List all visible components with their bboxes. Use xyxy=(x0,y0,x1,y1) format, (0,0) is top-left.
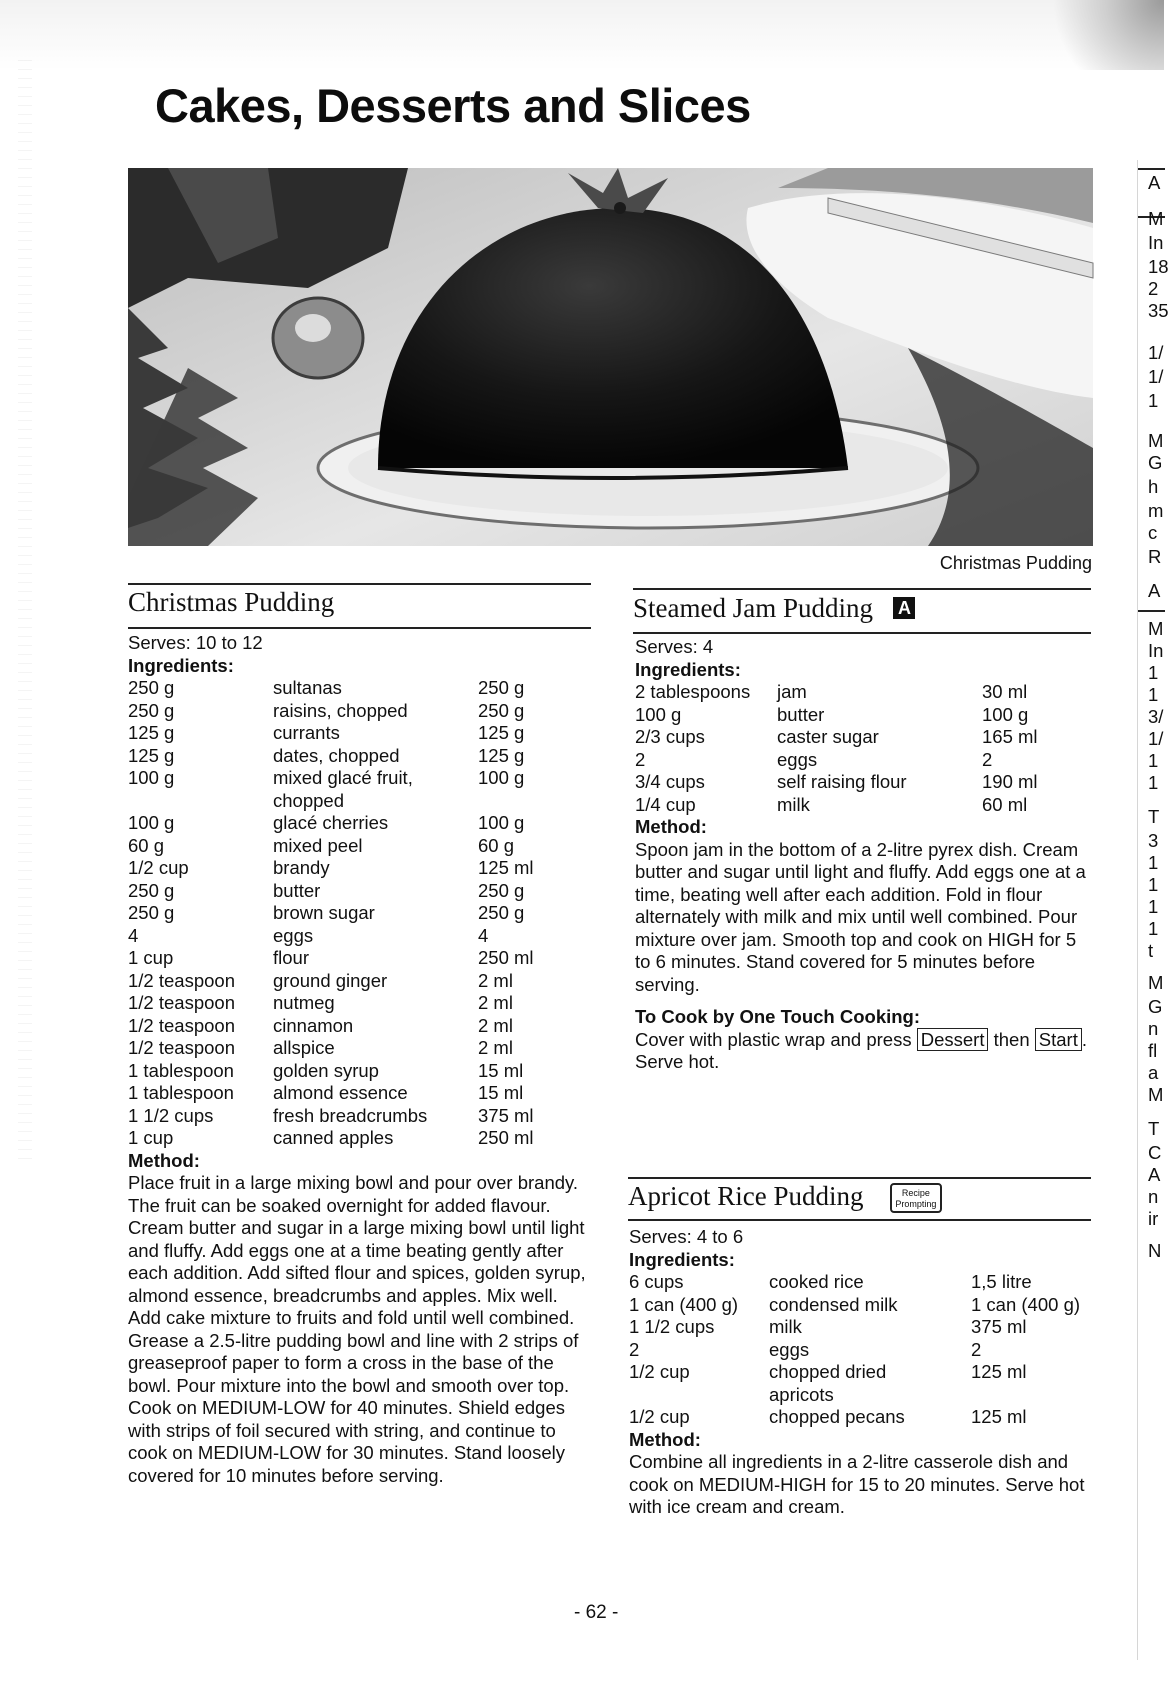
ingredient-item: brandy xyxy=(273,857,330,878)
next-page-fragment: M xyxy=(1148,208,1164,229)
ingredient-row xyxy=(128,767,534,790)
one-touch-pre: Cover with plastic wrap and press xyxy=(635,1028,917,1050)
ingredient-metric: 2 ml xyxy=(478,969,513,991)
ingredient-qty: 60 g xyxy=(128,834,165,856)
ingredient-qty: 250 g xyxy=(128,879,175,901)
next-page-fragment: G xyxy=(1148,452,1163,473)
ingredient-item: brown sugar xyxy=(273,902,375,923)
ingredient-row xyxy=(629,1339,1080,1362)
next-page-fragment: 1/ xyxy=(1148,366,1164,387)
ingredient-item: condensed milk xyxy=(769,1293,898,1315)
ingredient-item: cooked rice xyxy=(769,1271,864,1292)
ingredient-qty: 6 cups xyxy=(629,1271,684,1292)
one-touch-label: To Cook by One Touch Cooking: xyxy=(635,1006,921,1027)
next-page-fragment: In xyxy=(1148,232,1164,253)
ingredient-qty: 250 g xyxy=(128,699,175,721)
ingredient-item: nutmeg xyxy=(273,992,335,1013)
ingredient-metric: 30 ml xyxy=(982,681,1028,702)
next-page-fragment: T xyxy=(1148,1118,1160,1139)
next-page-fragment: A xyxy=(1148,172,1161,193)
ingredient-row xyxy=(629,1406,1080,1429)
ingredient-metric: 2 ml xyxy=(478,1014,513,1036)
method-label: Method: xyxy=(128,1149,200,1171)
ingredients-table xyxy=(128,677,534,1150)
ingredient-row xyxy=(128,700,534,723)
ingredient-qty: 250 g xyxy=(128,902,175,923)
ingredient-metric xyxy=(478,790,534,813)
apricot-rice-pudding-body xyxy=(629,1226,1091,1519)
method-text: Place fruit in a large mixing bowl and pour over brandy. The fruit can be soaked overnight for added flavour. Cream butter and sugar in a large mixing bowl until light and fluffy. Add eggs one at a time beating gently after each addition. Add sifted flour and spices, golden syrup, almond essence, breadcrumbs and apples. Mix well. Add cake mixture to fruits and fold until well combined. Grease a 2.5-litre pudding bowl and line with 2 strips of greaseproof paper to form a cross in the base of the bowl. Pour mixture into the bowl and smooth over top. Cook on MEDIUM-LOW for 40 minutes. Shield edges with strips of foil secured with string, and continue to cook on MEDIUM-LOW for 30 minutes. Stand loosely covered for 10 minutes before serving. xyxy=(128,1172,586,1486)
next-page-fragment: C xyxy=(1148,1142,1162,1163)
next-page-fragment: m xyxy=(1148,500,1164,521)
ingredient-metric: 125 ml xyxy=(971,1406,1027,1427)
ingredient-item: almond essence xyxy=(273,1082,408,1103)
scan-shadow-corner xyxy=(1034,0,1164,70)
next-page-fragment: 1 xyxy=(1148,896,1159,917)
ingredient-metric: 1,5 litre xyxy=(971,1271,1032,1292)
ingredient-qty: 100 g xyxy=(128,767,175,788)
next-page-fragment: 1 xyxy=(1148,918,1159,939)
ingredient-row xyxy=(128,1060,534,1083)
ingredient-metric: 2 ml xyxy=(478,1037,513,1058)
ingredient-item: chopped dried xyxy=(769,1361,887,1382)
ingredients-label: Ingredients: xyxy=(635,658,741,680)
dessert-key: Dessert xyxy=(917,1028,989,1051)
ingredient-metric: 15 ml xyxy=(478,1059,524,1081)
next-page-fragment: 1/ xyxy=(1148,342,1164,363)
ingredient-item: allspice xyxy=(273,1037,335,1058)
next-page-fragment: M xyxy=(1148,972,1164,993)
next-page-fragment: c xyxy=(1148,522,1158,543)
ingredient-metric: 250 g xyxy=(478,879,525,901)
ingredient-qty: 2 xyxy=(629,1338,640,1360)
ingredient-metric: 375 ml xyxy=(478,1104,534,1126)
steamed-jam-pudding-header xyxy=(633,588,1091,634)
next-page-fragment: R xyxy=(1148,546,1162,567)
ingredient-metric: 125 g xyxy=(478,722,525,743)
one-touch-text xyxy=(635,1029,1091,1074)
ingredient-row xyxy=(629,1294,1080,1317)
ingredients-table xyxy=(629,1271,1080,1429)
method-text: Combine all ingredients in a 2-litre casserole dish and cook on MEDIUM-HIGH for 15 to 20 minutes. Serve hot with ice cream and cream. xyxy=(629,1451,1085,1517)
next-page-fragment: fl xyxy=(1148,1040,1158,1061)
ingredient-item: butter xyxy=(273,879,321,901)
next-page-fragment: 1 xyxy=(1148,684,1159,705)
ingredient-qty: 1 1/2 cups xyxy=(629,1316,715,1337)
ingredient-row xyxy=(128,1015,534,1038)
ingredient-row xyxy=(128,677,534,700)
christmas-pudding-body xyxy=(128,632,593,1487)
ingredient-metric: 125 ml xyxy=(971,1361,1027,1382)
page-title: Cakes, Desserts and Slices xyxy=(155,79,751,132)
ingredient-row xyxy=(128,835,534,858)
ingredient-qty xyxy=(629,1384,769,1407)
next-page-fragment: 1 xyxy=(1148,772,1159,793)
next-page-fragment: 1 xyxy=(1148,750,1159,771)
next-page-fragment: h xyxy=(1148,476,1159,497)
next-page-fragment: 35 xyxy=(1148,300,1169,321)
microwave-a-badge: A xyxy=(893,597,915,619)
ingredient-qty: 1/2 teaspoon xyxy=(128,992,235,1013)
ingredient-qty: 1/2 cup xyxy=(128,857,189,878)
serves-line: Serves: 10 to 12 xyxy=(128,632,263,653)
christmas-pudding-title: Christmas Pudding xyxy=(128,587,335,617)
ingredients-table xyxy=(635,681,1038,816)
ingredient-metric: 60 g xyxy=(478,834,515,856)
ingredients-label: Ingredients: xyxy=(629,1248,735,1270)
christmas-pudding-photo xyxy=(128,168,1093,546)
next-page-fragment: 3 xyxy=(1148,830,1159,851)
ingredient-row xyxy=(128,925,534,948)
ingredient-qty: 100 g xyxy=(635,703,682,725)
serves-line: Serves: 4 xyxy=(635,636,714,657)
ingredient-metric: 2 xyxy=(971,1338,982,1360)
ingredient-qty: 2 xyxy=(635,748,646,770)
ingredient-row xyxy=(128,745,534,768)
ingredient-row xyxy=(635,749,1038,772)
ingredient-row xyxy=(128,1127,534,1150)
next-page-rule xyxy=(1138,610,1165,612)
start-key: Start xyxy=(1035,1028,1082,1051)
ingredient-metric: 250 ml xyxy=(478,947,534,968)
next-page-fragment: In xyxy=(1148,640,1164,661)
next-page-fragment: 3/ xyxy=(1148,706,1164,727)
next-page-fragment: M xyxy=(1148,430,1164,451)
ingredient-item: canned apples xyxy=(273,1127,394,1148)
ingredient-metric: 250 g xyxy=(478,677,525,698)
ingredient-metric: 100 g xyxy=(478,812,525,833)
ingredient-qty: 1/4 cup xyxy=(635,793,696,815)
ingredient-item: jam xyxy=(777,681,807,702)
next-page-fragment: t xyxy=(1148,940,1154,961)
ingredient-item: eggs xyxy=(777,748,818,770)
ingredient-item: caster sugar xyxy=(777,726,879,747)
ingredient-qty: 1/2 teaspoon xyxy=(128,969,235,991)
steamed-jam-pudding-body xyxy=(635,636,1091,1074)
next-page-fragment: n xyxy=(1148,1186,1159,1207)
ingredient-metric: 125 ml xyxy=(478,857,534,878)
ingredient-item: mixed glacé fruit, xyxy=(273,767,413,788)
one-touch-mid: then xyxy=(988,1028,1035,1050)
ingredient-metric: 375 ml xyxy=(971,1316,1027,1337)
next-page-fragment: 2 xyxy=(1148,278,1159,299)
ingredient-item: butter xyxy=(777,703,825,725)
next-page-fragment: ir xyxy=(1148,1208,1159,1229)
ingredient-qty: 3/4 cups xyxy=(635,771,705,792)
christmas-pudding-header xyxy=(128,583,591,629)
ingredient-item: ground ginger xyxy=(273,969,388,991)
ingredient-row xyxy=(128,857,534,880)
ingredient-row xyxy=(629,1316,1080,1339)
ingredient-metric xyxy=(971,1384,1080,1407)
ingredient-row xyxy=(128,880,534,903)
ingredient-row xyxy=(629,1271,1080,1294)
ingredient-qty: 2/3 cups xyxy=(635,726,705,747)
next-page-fragment: N xyxy=(1148,1240,1162,1261)
photo-caption: Christmas Pudding xyxy=(939,553,1092,573)
ingredient-item: glacé cherries xyxy=(273,812,389,833)
ingredient-qty: 1 cup xyxy=(128,947,174,968)
scan-margin-noise xyxy=(18,60,32,1160)
method-label: Method: xyxy=(635,816,707,837)
ingredient-row xyxy=(635,726,1038,749)
ingredient-qty: 1/2 cup xyxy=(629,1406,690,1427)
ingredient-metric: 250 g xyxy=(478,699,525,721)
ingredient-qty: 1/2 teaspoon xyxy=(128,1014,235,1036)
ingredient-metric: 60 ml xyxy=(982,793,1028,815)
next-page-fragment: A xyxy=(1148,580,1161,601)
ingredient-row xyxy=(635,771,1038,794)
ingredient-row xyxy=(629,1361,1080,1384)
next-page-fragment: A xyxy=(1148,1164,1161,1185)
ingredient-item: chopped xyxy=(273,789,344,811)
ingredient-item: fresh breadcrumbs xyxy=(273,1104,428,1126)
ingredient-metric: 250 ml xyxy=(478,1127,534,1148)
ingredient-qty: 250 g xyxy=(128,677,175,698)
ingredient-row xyxy=(128,1037,534,1060)
ingredient-qty: 100 g xyxy=(128,812,175,833)
ingredient-metric: 4 xyxy=(478,924,489,946)
ingredient-item: milk xyxy=(769,1316,802,1337)
ingredient-item: dates, chopped xyxy=(273,744,400,766)
ingredient-row xyxy=(128,902,534,925)
ingredients-label: Ingredients: xyxy=(128,654,234,676)
apricot-rice-pudding-title: Apricot Rice Pudding xyxy=(628,1181,864,1211)
ingredient-row xyxy=(128,947,534,970)
ingredient-metric: 165 ml xyxy=(982,726,1038,747)
next-page-fragment: M xyxy=(1148,1084,1164,1105)
ingredient-item: apricots xyxy=(769,1383,834,1405)
ingredient-qty: 1 cup xyxy=(128,1127,174,1148)
ingredient-metric: 190 ml xyxy=(982,771,1038,792)
ingredient-row xyxy=(128,992,534,1015)
ingredient-qty: 1 tablespoon xyxy=(128,1059,234,1081)
next-page-fragment: 1 xyxy=(1148,852,1159,873)
ingredient-metric: 2 ml xyxy=(478,992,513,1013)
next-page-fragment: T xyxy=(1148,806,1160,827)
ingredient-row xyxy=(635,681,1038,704)
ingredient-row xyxy=(629,1384,1080,1407)
badge-line-2: Prompting xyxy=(895,1199,937,1209)
ingredient-row xyxy=(128,970,534,993)
ingredient-qty: 4 xyxy=(128,924,139,946)
next-page-fragment: 1 xyxy=(1148,390,1159,411)
ingredient-item: sultanas xyxy=(273,677,342,698)
ingredient-row xyxy=(128,790,534,813)
next-page-fragment: G xyxy=(1148,996,1163,1017)
ingredient-item: currants xyxy=(273,722,340,743)
ingredient-metric: 250 g xyxy=(478,902,525,923)
ingredient-qty: 1 tablespoon xyxy=(128,1082,234,1103)
ingredient-qty: 2 tablespoons xyxy=(635,681,751,702)
ingredient-item: mixed peel xyxy=(273,834,363,856)
ingredient-qty: 1/2 teaspoon xyxy=(128,1037,235,1058)
ingredient-metric: 125 g xyxy=(478,744,525,766)
ingredient-item: milk xyxy=(777,793,810,815)
scan-shadow-top xyxy=(0,0,1164,70)
one-touch-post: . Serve hot. xyxy=(635,1028,1087,1072)
next-page-fragment: 1/ xyxy=(1148,728,1164,749)
ingredient-item: flour xyxy=(273,947,309,968)
ingredient-qty: 1 1/2 cups xyxy=(128,1104,214,1126)
ingredient-item: raisins, chopped xyxy=(273,699,408,721)
ingredient-metric: 1 can (400 g) xyxy=(971,1293,1081,1315)
next-page-fragment: a xyxy=(1148,1062,1159,1083)
next-page-fragment: 18 xyxy=(1148,256,1169,277)
ingredient-metric: 15 ml xyxy=(478,1082,524,1103)
next-page-edge xyxy=(1137,160,1169,1660)
ingredient-metric: 100 g xyxy=(982,703,1029,725)
ingredient-row xyxy=(635,704,1038,727)
page-number: - 62 - xyxy=(574,1602,619,1623)
ingredient-item: eggs xyxy=(273,924,314,946)
next-page-fragment: 1 xyxy=(1148,662,1159,683)
ingredient-item: golden syrup xyxy=(273,1059,379,1081)
ingredient-row xyxy=(128,1105,534,1128)
ingredient-item: eggs xyxy=(769,1338,810,1360)
ingredient-qty: 1 can (400 g) xyxy=(629,1293,739,1315)
apricot-rice-pudding-header xyxy=(628,1177,1091,1221)
next-page-fragment: 1 xyxy=(1148,874,1159,895)
recipe-prompting-badge-icon xyxy=(890,1183,942,1213)
ingredient-metric: 2 xyxy=(982,748,993,770)
serves-line: Serves: 4 to 6 xyxy=(629,1226,744,1247)
next-page-rule xyxy=(1138,168,1165,170)
ingredient-item: self raising flour xyxy=(777,771,907,792)
method-label: Method: xyxy=(629,1428,701,1450)
steamed-jam-pudding-title: Steamed Jam Pudding xyxy=(633,593,873,623)
ingredient-item: chopped pecans xyxy=(769,1406,905,1427)
ingredient-item: cinnamon xyxy=(273,1014,354,1036)
ingredient-qty: 125 g xyxy=(128,722,175,743)
ingredient-metric: 100 g xyxy=(478,767,525,788)
ingredient-row xyxy=(128,812,534,835)
method-text: Spoon jam in the bottom of a 2-litre pyrex dish. Cream butter and sugar until light and fluffy. Add eggs one at a time, beating well after each addition. Fold in flour alternately with milk and mix until well combined. Pour mixture over jam. Smooth top and cook on HIGH for 5 to 6 minutes. Stand covered for 5 minutes before serving. xyxy=(635,838,1086,995)
next-page-fragment: n xyxy=(1148,1018,1159,1039)
ingredient-row xyxy=(128,722,534,745)
badge-line-1: Recipe xyxy=(901,1188,930,1198)
ingredient-qty xyxy=(128,790,273,813)
ingredient-qty: 125 g xyxy=(128,744,175,766)
next-page-fragment: M xyxy=(1148,618,1164,639)
ingredient-row xyxy=(635,794,1038,817)
ingredient-row xyxy=(128,1082,534,1105)
ingredient-qty: 1/2 cup xyxy=(629,1361,690,1382)
